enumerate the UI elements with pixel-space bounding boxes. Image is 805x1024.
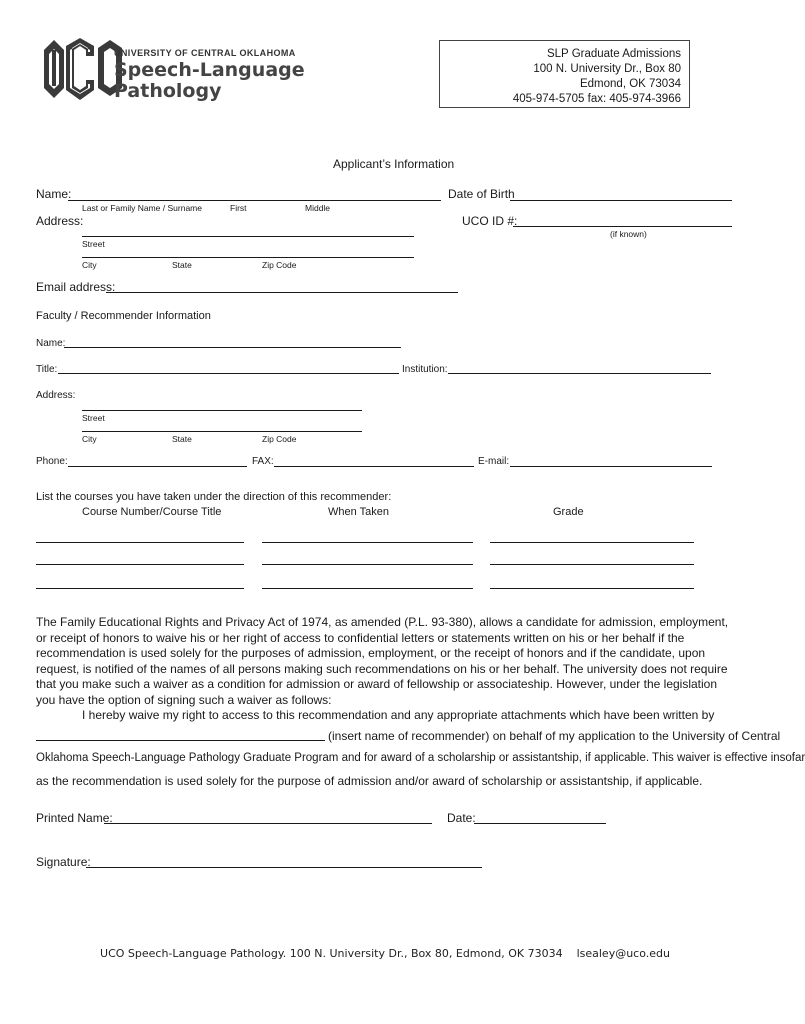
name-sub-first: First — [230, 203, 247, 213]
uco-id-note: (if known) — [610, 229, 647, 239]
course-row-3-grade[interactable] — [490, 588, 694, 589]
rec-state-sub: State — [172, 434, 192, 444]
course-row-3-title[interactable] — [36, 588, 244, 589]
footer-address: UCO Speech-Language Pathology. 100 N. University Dr., Box 80, Edmond, OK 73034 — [100, 947, 563, 960]
course-row-1-title[interactable] — [36, 542, 244, 543]
rec-title-field[interactable] — [58, 373, 399, 374]
waiver-line-1: I hereby waive my right to access to this recommendation and any appropriate attachments which have been written by — [82, 708, 715, 722]
address-label: Address: — [36, 214, 84, 228]
rec-institution-field[interactable] — [448, 373, 711, 374]
applicant-heading: Applicant’s Information — [333, 157, 455, 171]
footer-email[interactable]: lsealey@uco.edu — [576, 947, 670, 960]
contact-box — [439, 40, 690, 108]
recommender-heading: Faculty / Recommender Information — [36, 310, 211, 322]
rec-address-label: Address: — [36, 390, 76, 401]
waiver-line-3: Oklahoma Speech-Language Pathology Graduate Program and for award of a scholarship or assistantship, if applicable. This waiver is effective insofar — [36, 752, 805, 764]
rec-zip-sub: Zip Code — [262, 434, 297, 444]
email-label: Email address: — [36, 280, 116, 294]
rec-fax-label: FAX: — [252, 456, 274, 467]
contact-line-3: Edmond, OK 73034 — [579, 78, 681, 90]
city-sub: City — [82, 260, 97, 270]
rec-fax-field[interactable] — [274, 466, 474, 467]
street-sub: Street — [82, 239, 105, 249]
date-field[interactable] — [474, 823, 606, 824]
rec-institution-label: Institution: — [402, 364, 448, 375]
uco-monogram-icon — [40, 36, 305, 108]
svg-text:UNIVERSITY OF CENTRAL OKLAHOMA: UNIVERSITY OF CENTRAL OKLAHOMA — [114, 48, 296, 58]
col-course-header: Course Number/Course Title — [82, 506, 222, 518]
city-state-zip-field[interactable] — [82, 257, 414, 258]
contact-line-1: SLP Graduate Admissions — [546, 48, 681, 60]
rec-name-label: Name: — [36, 338, 66, 349]
rec-street-sub: Street — [82, 413, 105, 423]
rec-city-sub: City — [82, 434, 97, 444]
course-row-1-when[interactable] — [262, 542, 473, 543]
course-row-1-grade[interactable] — [490, 542, 694, 543]
course-row-3-when[interactable] — [262, 588, 473, 589]
waiver-line-2: (insert name of recommender) on behalf of my application to the University of Central — [328, 729, 781, 743]
rec-city-state-zip-field[interactable] — [82, 431, 362, 432]
state-sub: State — [172, 260, 192, 270]
contact-line-2: 100 N. University Dr., Box 80 — [533, 63, 681, 75]
street-field[interactable] — [82, 236, 414, 237]
rec-title-label: Title: — [36, 364, 58, 375]
uco-id-field[interactable] — [513, 226, 732, 227]
rec-email-field[interactable] — [510, 466, 712, 467]
uco-slp-logo — [40, 36, 305, 108]
printed-name-label: Printed Name: — [36, 811, 113, 825]
col-when-header: When Taken — [328, 506, 389, 518]
svg-text:Speech-Language: Speech-Language — [114, 59, 305, 81]
name-label: Name: — [36, 187, 72, 201]
name-sub-last: Last or Family Name / Surname — [82, 203, 202, 213]
svg-text:Pathology: Pathology — [114, 80, 222, 102]
courses-intro: List the courses you have taken under the direction of this recommender: — [36, 491, 392, 503]
date-label: Date: — [447, 811, 476, 825]
name-field[interactable] — [68, 200, 441, 201]
col-grade-header: Grade — [553, 506, 584, 518]
dob-label: Date of Birth — [448, 187, 515, 201]
contact-line-4: 405-974-5705 fax: 405-974-3966 — [512, 93, 681, 105]
rec-email-label: E-mail: — [478, 456, 510, 467]
waiver-line-4: as the recommendation is used solely for the purpose of admission and/or award of scholarship or assistantship, if applicable. — [36, 774, 703, 788]
page-footer — [0, 947, 770, 960]
rec-street-field[interactable] — [82, 410, 362, 411]
ferpa-paragraph: The Family Educational Rights and Privacy Act of 1974, as amended (P.L. 93-380), allows a candidate for admission, employment, or receipt of honors to waive his or her right of access to confidential letters or statements written on his or her behalf if the recommendation is used solely for the purposes of admission, employment, or the receipt of honors and if the candidate, upon request, is notified of the names of all persons making such recommendations on his or her behalf. The university does not require that you make such a waiver as a condition for admission or award of fellowship or associateship. However, under the legislation you have the option of signing such a waiver as follows: — [36, 615, 729, 707]
rec-name-field[interactable] — [64, 347, 401, 348]
printed-name-field[interactable] — [104, 823, 432, 824]
uco-id-label: UCO ID #: — [462, 214, 518, 228]
zip-sub: Zip Code — [262, 260, 297, 270]
rec-phone-label: Phone: — [36, 456, 68, 467]
course-row-2-title[interactable] — [36, 564, 244, 565]
course-row-2-when[interactable] — [262, 564, 473, 565]
name-sub-middle: Middle — [305, 203, 331, 213]
dob-field[interactable] — [510, 200, 732, 201]
signature-label: Signature: — [36, 855, 91, 869]
signature-field[interactable] — [86, 867, 482, 868]
rec-phone-field[interactable] — [68, 466, 247, 467]
email-field[interactable] — [106, 292, 458, 293]
recommender-name-field[interactable] — [36, 740, 325, 741]
course-row-2-grade[interactable] — [490, 564, 694, 565]
